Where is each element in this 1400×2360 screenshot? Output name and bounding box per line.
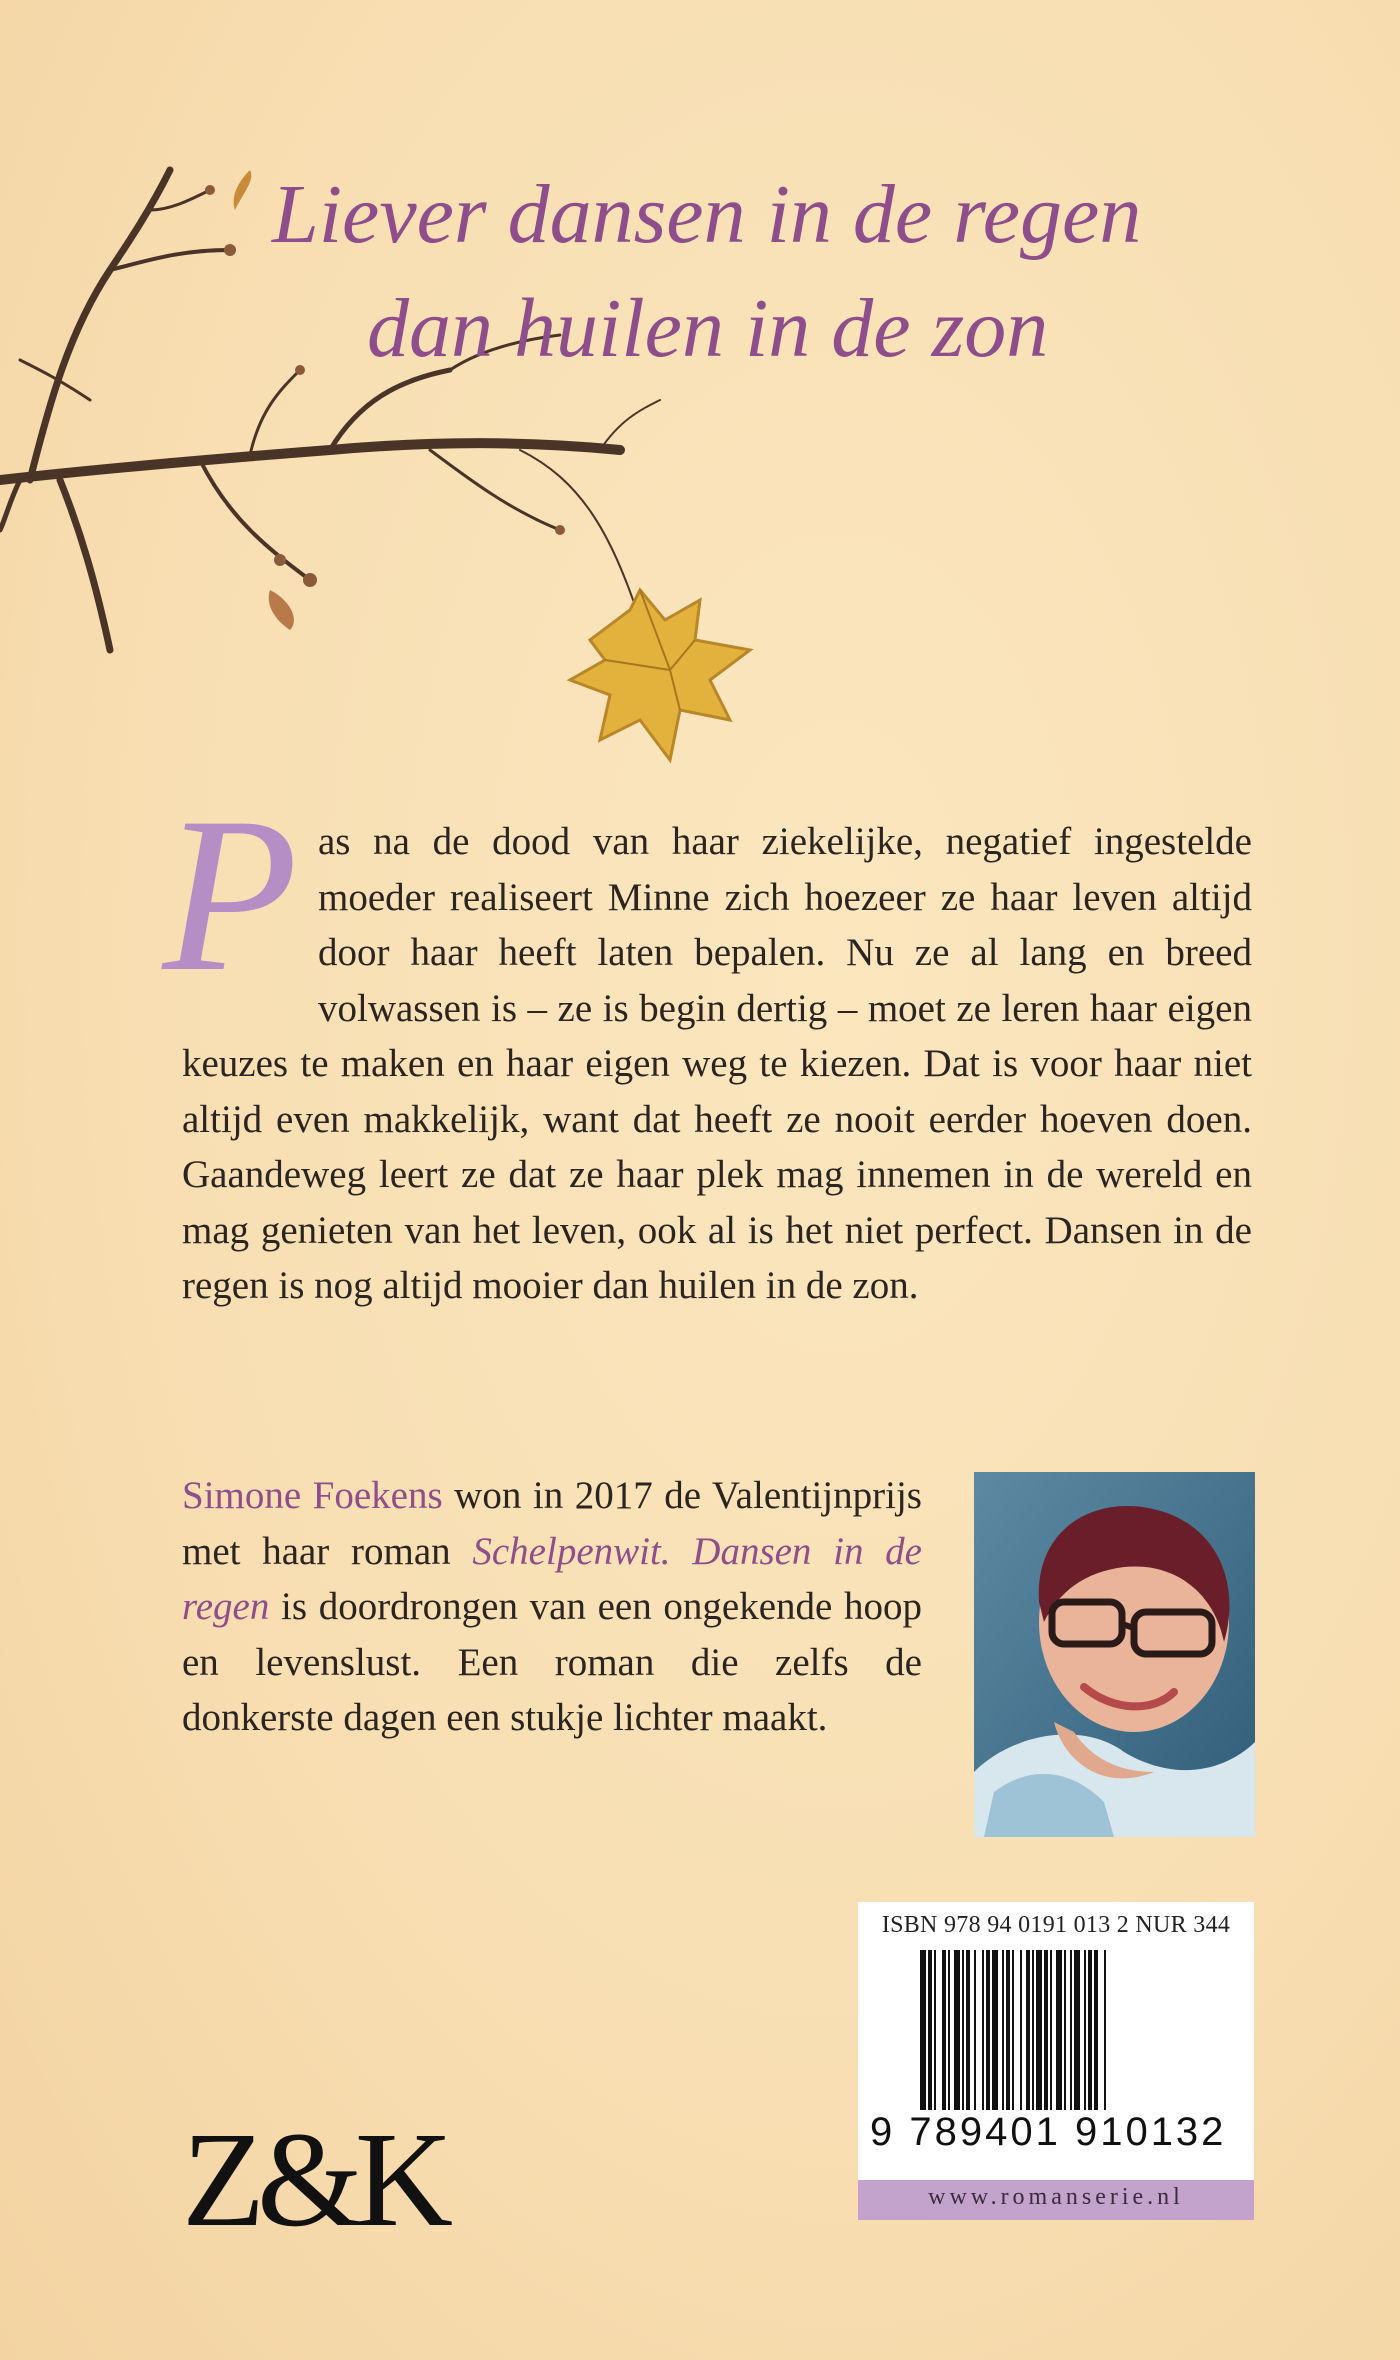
barcode-digits: 9 789401 910132 <box>870 2110 1227 2154</box>
barcode-bar <box>1036 1950 1042 2110</box>
barcode-bar <box>1056 1950 1062 2110</box>
tagline-line-1: Liever dansen in de regen <box>272 168 1142 261</box>
barcode-bar <box>992 1950 998 2110</box>
barcode-bar <box>1094 1950 1098 2110</box>
barcode-bar <box>920 1950 926 2110</box>
barcode-bars <box>920 1950 1200 2120</box>
blurb-paragraph <box>162 772 1252 1314</box>
barcode-bar <box>928 1950 932 2110</box>
barcode-bar <box>934 1950 936 2110</box>
author-text-2: is doordrongen van een ongekende hoop en levenslust. Een roman die zelfs de donkerste dagen een stukje lichter maakt. <box>182 1585 922 1739</box>
barcode-bar <box>1104 1950 1106 2110</box>
author-text-1: won in 2017 de Valentijnprijs met haar roman <box>182 1474 922 1573</box>
author-name: Simone Foekens <box>182 1474 443 1517</box>
barcode-bar <box>1088 1950 1092 2110</box>
barcode-bar <box>962 1950 964 2110</box>
barcode-bar <box>1012 1950 1014 2110</box>
tagline <box>272 158 1292 386</box>
barcode-bar <box>986 1950 990 2110</box>
barcode-bar <box>1070 1950 1072 2110</box>
barcode-bar <box>942 1950 946 2110</box>
barcode-bar <box>982 1950 984 2110</box>
author-photo <box>974 1472 1255 1837</box>
barcode-bar <box>1026 1950 1030 2110</box>
barcode-bar <box>948 1950 950 2110</box>
isbn-label: ISBN 978 94 0191 013 2 NUR 344 <box>881 1912 1231 1938</box>
barcode-bar <box>954 1950 960 2110</box>
barcode-bar <box>1020 1950 1022 2110</box>
barcode-bar <box>1064 1950 1066 2110</box>
website-url: www.romanserie.nl <box>928 2184 1184 2210</box>
barcode-bar <box>1074 1950 1080 2110</box>
barcode-bar <box>1044 1950 1048 2110</box>
barcode-bar <box>1006 1950 1010 2110</box>
barcode-bar <box>1032 1950 1034 2110</box>
book-title-1: Schelpenwit. <box>472 1529 671 1573</box>
barcode-bar <box>974 1950 976 2110</box>
barcode-bar <box>966 1950 970 2110</box>
barcode-bar <box>1084 1950 1086 2110</box>
author-bio <box>182 1468 922 1746</box>
website-strip <box>858 2180 1254 2220</box>
barcode-box <box>858 1902 1254 2180</box>
barcode-bar <box>1002 1950 1004 2110</box>
book-title-2: Dansen in de regen <box>182 1529 922 1628</box>
barcode-bar <box>1050 1950 1052 2110</box>
blurb-text: as na de dood van haar ziekelijke, negatief ingestelde moeder realiseert Minne zich hoezeer ze haar leven altijd door haar heeft laten bepalen. Nu ze al lang en breed volwassen is – ze is begin dertig – moet ze leren haar eigen keuzes te maken en haar eigen weg te kiezen. Dat is voor haar niet altijd even makkelijk, want dat heeft ze nooit eerder hoeven doen. Gaandeweg leert ze dat ze haar plek mag innemen in de wereld en mag genieten van het leven, ook al is het niet perfect. Dansen in de regen is nog altijd mooier dan huilen in de zon. <box>182 820 1252 1307</box>
drop-cap: P <box>162 772 298 1018</box>
tagline-line-2: dan huilen in de zon <box>367 282 1049 375</box>
publisher-logo: Z&K <box>182 2105 446 2255</box>
